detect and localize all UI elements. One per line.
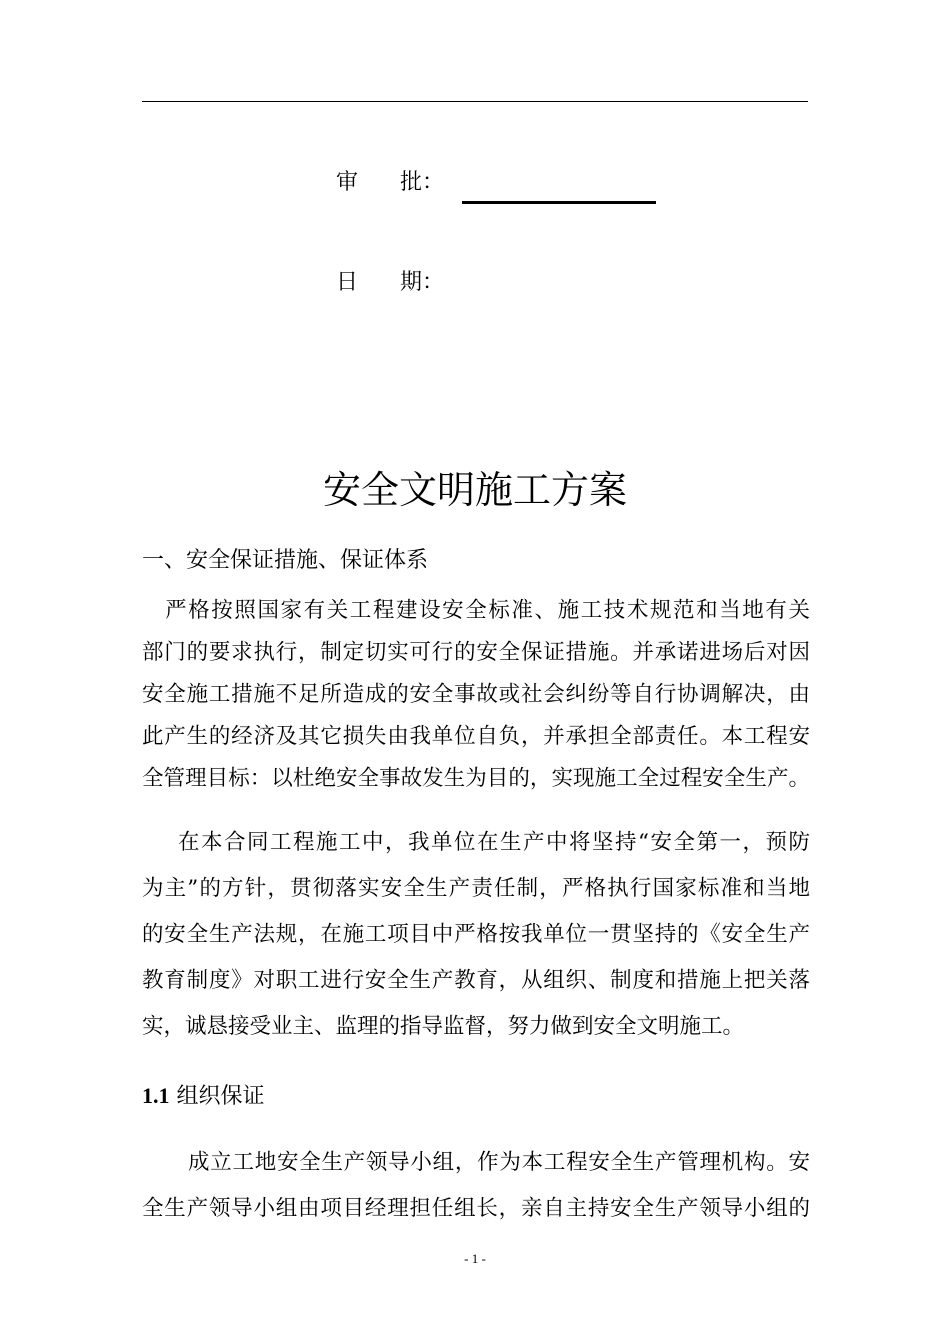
paragraph-line: 实，诚恳接受业主、监理的指导监督，努力做到安全文明施工。 — [142, 1014, 745, 1039]
paragraph-line: 成立工地安全生产领导小组，作为本工程安全生产管理机构。安 — [188, 1150, 810, 1175]
date-label: 日 期： — [336, 270, 444, 295]
paragraph-line: 在本合同工程施工中，我单位在生产中将坚持“安全第一，预防 — [178, 830, 810, 855]
page-number: - 1 - — [464, 1251, 486, 1266]
subsection-number: 1.1 — [142, 1083, 170, 1108]
paragraph-line: 的安全生产法规，在施工项目中严格按我单位一贯坚持的《安全生产 — [142, 922, 810, 947]
paragraph-line: 全管理目标：以杜绝安全事故发生为目的，实现施工全过程安全生产。 — [142, 766, 810, 791]
paragraph-1 — [142, 590, 810, 800]
paragraph-line: 全生产领导小组由项目经理担任组长，亲自主持安全生产领导小组的 — [142, 1196, 810, 1221]
approval-signature-line — [462, 201, 656, 204]
section-heading: 一、安全保证措施、保证体系 — [142, 548, 429, 573]
approval-label: 审 批： — [336, 170, 444, 195]
paragraph-2 — [142, 820, 810, 1050]
paragraph-line: 部门的要求执行，制定切实可行的安全保证措施。并承诺进场后对因 — [142, 640, 810, 665]
paragraph-line: 为主”的方针，贯彻落实安全生产责任制，严格执行国家标准和当地 — [142, 876, 810, 901]
paragraph-line: 教育制度》对职工进行安全生产教育，从组织、制度和措施上把关落 — [142, 968, 810, 993]
subsection-title: 组织保证 — [176, 1084, 265, 1109]
paragraph-line: 此产生的经济及其它损失由我单位自负，并承担全部责任。本工程安 — [142, 724, 810, 749]
paragraph-line: 安全施工措施不足所造成的安全事故或社会纠纷等自行协调解决，由 — [142, 682, 810, 707]
paragraph-line: 严格按照国家有关工程建设安全标准、施工技术规范和当地有关 — [142, 598, 810, 623]
subsection-heading — [142, 1080, 265, 1113]
paragraph-3 — [142, 1140, 810, 1232]
header-rule — [142, 101, 808, 102]
document-title: 安全文明施工方案 — [322, 468, 627, 512]
